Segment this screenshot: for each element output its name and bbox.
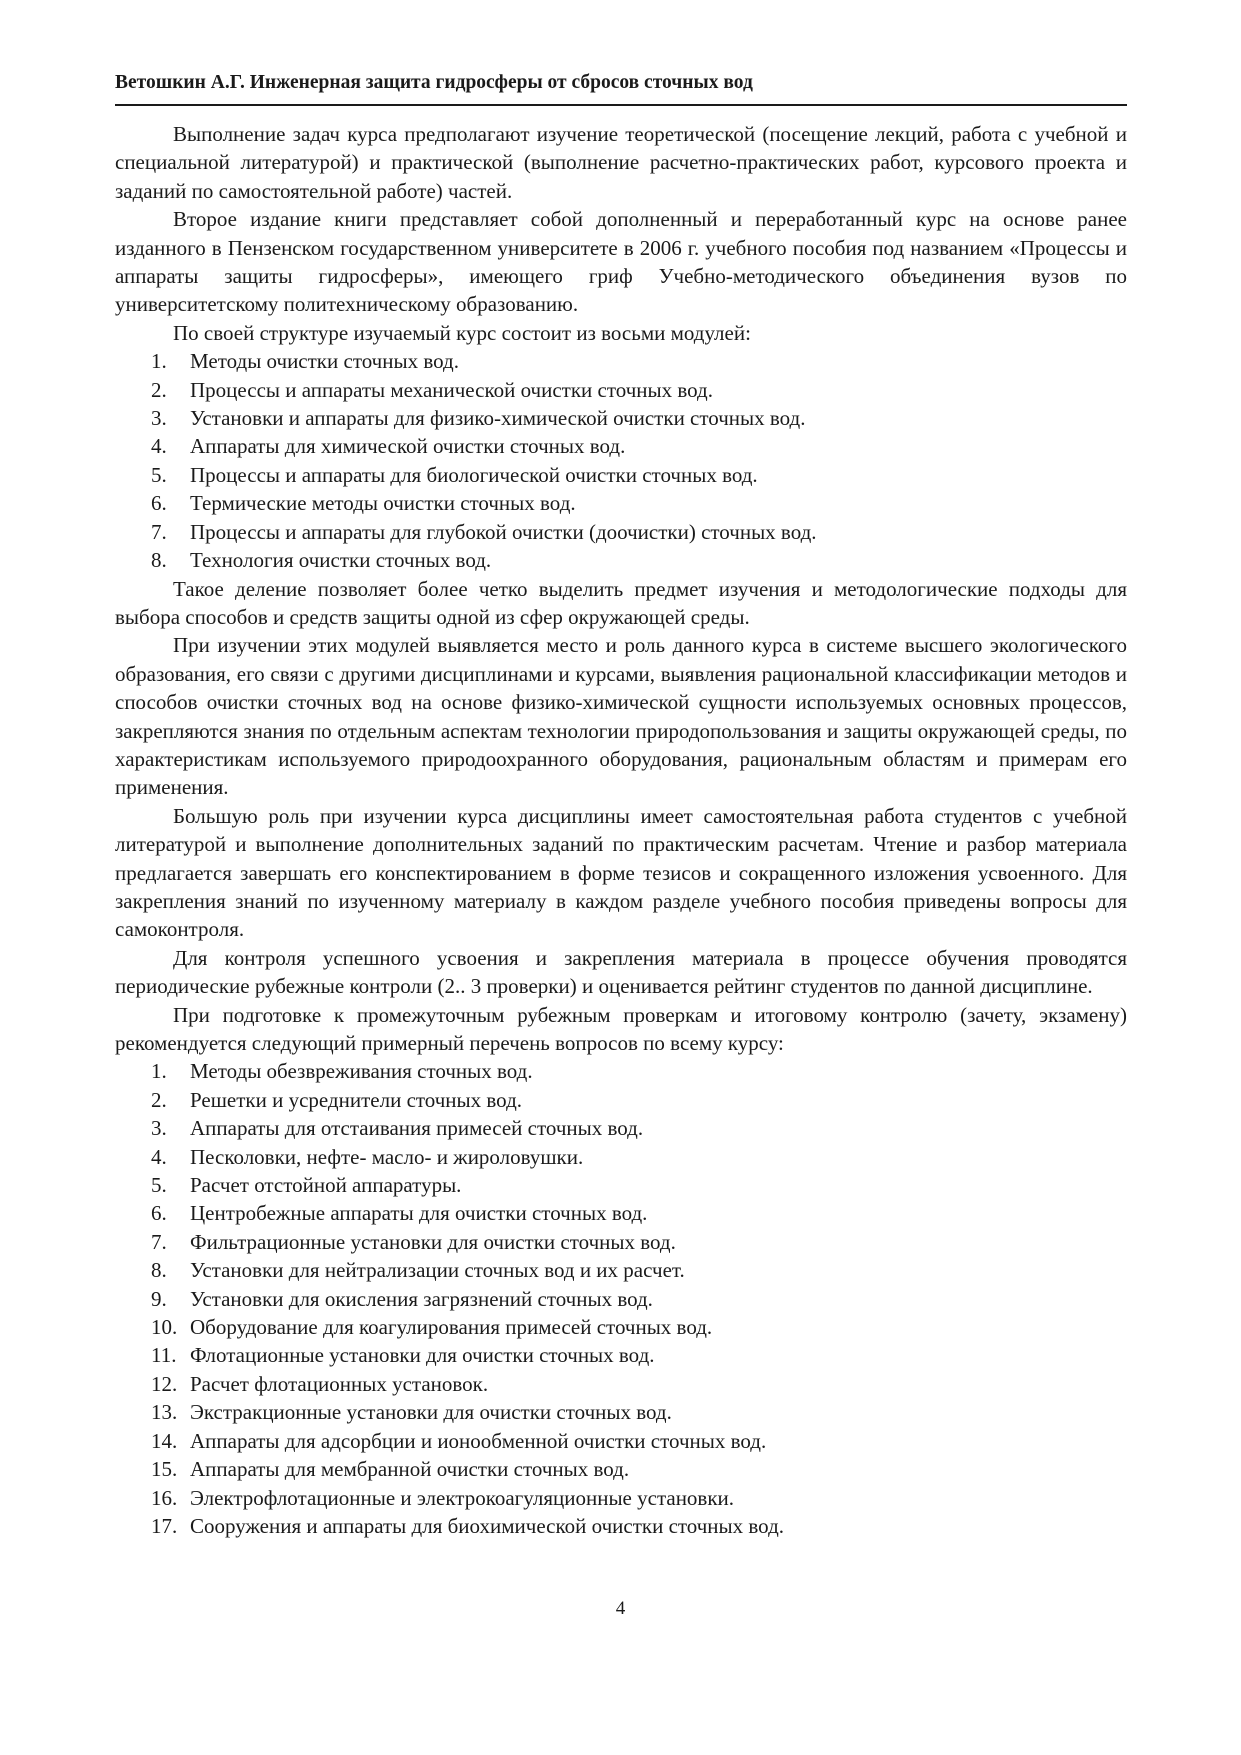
list-item-number: 1.: [151, 1059, 167, 1084]
list-item: [115, 518, 1127, 546]
list-item-text: Аппараты для отстаивания примесей сточных вод.: [190, 1116, 644, 1141]
list-item: [115, 1427, 1127, 1455]
list-item-number: 6.: [151, 491, 167, 516]
questions-list: [115, 1057, 1127, 1540]
list-item: [115, 347, 1127, 375]
list-item-number: 6.: [151, 1201, 167, 1226]
list-item-number: 1.: [151, 349, 167, 374]
document-page: [115, 68, 1127, 1540]
list-item: [115, 432, 1127, 460]
list-item-number: 13.: [151, 1400, 178, 1425]
list-item: [115, 1086, 1127, 1114]
list-item-number: 5.: [151, 462, 167, 487]
list-item: [115, 1256, 1127, 1284]
list-item-text: Термические методы очистки сточных вод.: [190, 491, 576, 516]
list-item-number: 14.: [151, 1428, 178, 1453]
list-item-text: Электрофлотационные и электрокоагуляционные установки.: [190, 1485, 735, 1510]
list-item-number: 5.: [151, 1173, 167, 1198]
list-item-number: 4.: [151, 434, 167, 459]
list-item: [115, 1114, 1127, 1142]
running-header: Ветошкин А.Г. Инженерная защита гидросферы от сбросов сточных вод: [115, 68, 1127, 106]
list-item: [115, 1057, 1127, 1085]
list-item-text: Процессы и аппараты механической очистки сточных вод.: [190, 377, 713, 402]
paragraph-study-modules: При изучении этих модулей выявляется место и роль данного курса в системе высшего экологического образования, его связи с другими дисциплинами и курсами, выявления рациональной классификации методов и способов очистки сточных вод на основе физико-химической сущности используемых основных процессов, закрепляются знания по отдельным аспектам технологии природопользования и защиты окружающей среды, по характеристикам используемого природоохранного оборудования, рациональным областям и примерам его применения.: [115, 633, 1127, 800]
list-item-text: Расчет флотационных установок.: [190, 1371, 489, 1396]
list-item: [115, 1512, 1127, 1540]
list-item: [115, 1143, 1127, 1171]
list-item-text: Аппараты для химической очистки сточных вод.: [190, 434, 626, 459]
list-item: [115, 461, 1127, 489]
list-item-text: Методы обезвреживания сточных вод.: [190, 1059, 533, 1084]
list-item-text: Методы очистки сточных вод.: [190, 349, 459, 374]
list-item: [115, 1455, 1127, 1483]
list-item-text: Процессы и аппараты для глубокой очистки (доочистки) сточных вод.: [190, 519, 817, 544]
list-item-text: Оборудование для коагулирования примесей сточных вод.: [190, 1315, 713, 1340]
list-item-text: Установки для окисления загрязнений сточных вод.: [190, 1286, 653, 1311]
list-item-text: Процессы и аппараты для биологической очистки сточных вод.: [190, 462, 758, 487]
list-item-text: Аппараты для мембранной очистки сточных вод.: [190, 1457, 630, 1482]
list-item: [115, 404, 1127, 432]
list-item: [115, 1398, 1127, 1426]
list-item-number: 9.: [151, 1286, 167, 1311]
list-item: [115, 489, 1127, 517]
list-item-text: Аппараты для адсорбции и ионообменной очистки сточных вод.: [190, 1428, 767, 1453]
paragraph-division: Такое деление позволяет более четко выделить предмет изучения и методологические подходы для выбора способов и средств защиты одной из сфер окружающей среды.: [115, 576, 1127, 629]
list-item-text: Флотационные установки для очистки сточных вод.: [190, 1343, 655, 1368]
list-item-number: 10.: [151, 1315, 178, 1340]
list-item-number: 2.: [151, 1087, 167, 1112]
list-item-number: 7.: [151, 519, 167, 544]
list-item-text: Фильтрационные установки для очистки сточных вод.: [190, 1229, 676, 1254]
list-item-number: 17.: [151, 1513, 178, 1538]
document-body: [115, 120, 1127, 1540]
list-item-text: Центробежные аппараты для очистки сточных вод.: [190, 1201, 648, 1226]
list-item: [115, 1285, 1127, 1313]
list-item: [115, 1199, 1127, 1227]
list-item-number: 11.: [151, 1343, 177, 1368]
list-item-number: 15.: [151, 1457, 178, 1482]
list-item: [115, 546, 1127, 574]
paragraph-course-tasks: Выполнение задач курса предполагают изучение теоретической (посещение лекций, работа с учебной и специальной литературой) и практической (выполнение расчетно-практических работ, курсового проекта и заданий по самостоятельной работе) частей.: [115, 122, 1127, 203]
list-item-number: 8.: [151, 548, 167, 573]
list-item: [115, 1370, 1127, 1398]
list-item-number: 3.: [151, 406, 167, 431]
paragraph-control: Для контроля успешного усвоения и закрепления материала в процессе обучения проводятся периодические рубежные контроли (2.. 3 проверки) и оценивается рейтинг студентов по данной дисциплине.: [115, 945, 1127, 999]
modules-list: [115, 347, 1127, 574]
list-item: [115, 376, 1127, 404]
list-item-text: Решетки и усреднители сточных вод.: [190, 1087, 523, 1112]
list-item-number: 7.: [151, 1229, 167, 1254]
list-item-text: Технология очистки сточных вод.: [190, 548, 492, 573]
list-item-text: Установки для нейтрализации сточных вод и их расчет.: [190, 1258, 685, 1283]
list-item-number: 4.: [151, 1144, 167, 1169]
list-item: [115, 1171, 1127, 1199]
list-item: [115, 1313, 1127, 1341]
page-number: 4: [615, 1598, 626, 1619]
list-item-text: Экстракционные установки для очистки сточных вод.: [190, 1400, 672, 1425]
list-item-text: Песколовки, нефте- масло- и жироловушки.: [190, 1144, 584, 1169]
list-item-text: Установки и аппараты для физико-химической очистки сточных вод.: [190, 406, 806, 431]
list-item-text: Сооружения и аппараты для биохимической очистки сточных вод.: [190, 1513, 785, 1538]
list-item: [115, 1228, 1127, 1256]
list-item-number: 12.: [151, 1371, 178, 1396]
paragraph-self-study: Большую роль при изучении курса дисциплины имеет самостоятельная работа студентов с учебной литературой и выполнение дополнительных заданий по практическим расчетам. Чтение и разбор материала предлагается завершать его конспектированием в форме тезисов и сокращенного изложения усвоенного. Для закрепления знаний по изученному материалу в каждом разделе учебного пособия приведены вопросы для самоконтроля.: [115, 803, 1127, 942]
paragraph-questions-intro: При подготовке к промежуточным рубежным проверкам и итоговому контролю (зачету, экзамену) рекомендуется следующий примерный перечень вопросов по всему курсу:: [115, 1002, 1127, 1055]
list-item-number: 2.: [151, 377, 167, 402]
list-item-text: Расчет отстойной аппаратуры.: [190, 1173, 462, 1198]
paragraph-structure-intro: По своей структуре изучаемый курс состоит из восьми модулей:: [173, 320, 751, 345]
paragraph-second-edition: Второе издание книги представляет собой дополненный и переработанный курс на основе ранее изданного в Пензенском государственном университете в 2006 г. учебного пособия под названием «Процессы и аппараты защиты гидросферы», имеющего гриф Учебно-методического объединения вузов по университетскому политехническому образованию.: [115, 207, 1127, 317]
list-item-number: 16.: [151, 1485, 178, 1510]
list-item-number: 8.: [151, 1258, 167, 1283]
list-item: [115, 1341, 1127, 1369]
list-item-number: 3.: [151, 1116, 167, 1141]
list-item: [115, 1484, 1127, 1512]
